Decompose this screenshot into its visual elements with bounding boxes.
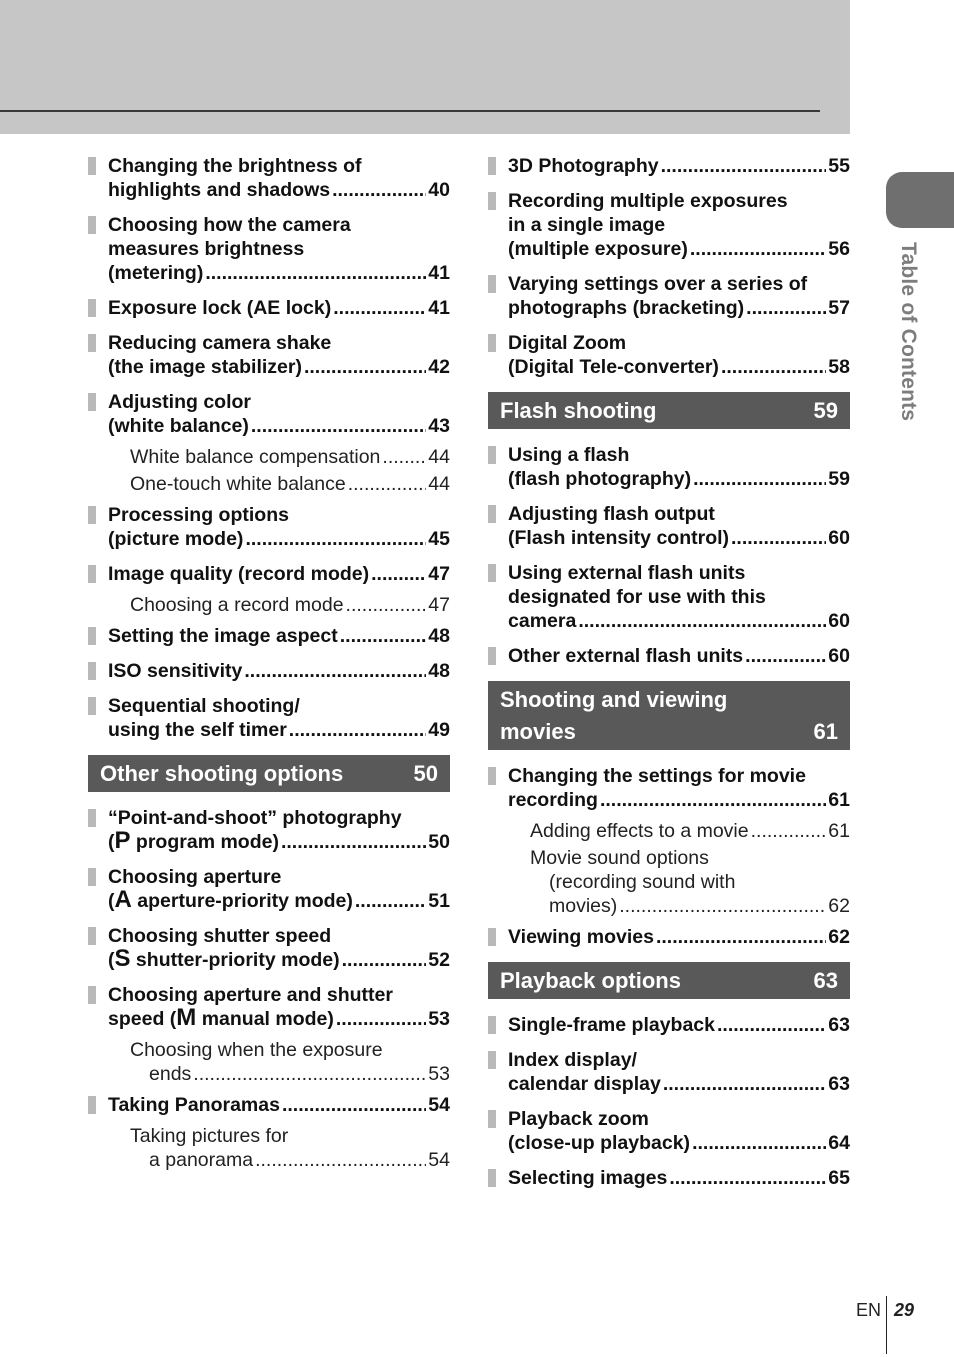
leader-dots (731, 526, 826, 550)
entry-title: Choosing shutter speed (108, 925, 332, 947)
toc-entry[interactable] (488, 1166, 850, 1190)
entry-title: recording (508, 789, 598, 811)
leader-dots (382, 445, 426, 469)
entry-title: Playback zoom (508, 1108, 649, 1130)
footer-language: EN (856, 1300, 882, 1320)
page-number: 63 (828, 1073, 850, 1095)
page-number: 45 (428, 528, 450, 550)
entry-title: measures brightness (108, 238, 305, 260)
leader-dots (371, 562, 426, 586)
leader-dots (751, 819, 827, 843)
toc-subentry[interactable] (488, 846, 850, 918)
page-number: 59 (828, 468, 850, 490)
page-number: 47 (428, 563, 450, 585)
leader-dots (281, 830, 426, 854)
page-number: 61 (828, 789, 850, 811)
page-number: 44 (428, 473, 450, 495)
manual-mode-icon: M (176, 1004, 197, 1031)
page-number: 49 (428, 719, 450, 741)
entry-title: Changing the settings for movie (508, 765, 806, 787)
toc-entry[interactable] (88, 694, 450, 742)
toc-entry[interactable]: “Point-and-shoot” photography (P program mode) ..... 50 (88, 806, 450, 854)
toc-subentry[interactable] (88, 1038, 450, 1086)
page-number: 48 (428, 660, 450, 682)
subentry-title: movies) (549, 895, 618, 917)
section-page-number: 61 (813, 719, 838, 744)
subentry-title: Choosing when the exposure (130, 1039, 383, 1061)
side-tab[interactable] (886, 172, 954, 228)
toc-entry[interactable] (88, 213, 450, 285)
program-mode-icon: P (114, 827, 131, 854)
toc-entry[interactable] (488, 189, 850, 261)
subentry-title: Choosing a record mode (130, 594, 344, 616)
subentry-title: (recording sound with (549, 871, 736, 893)
toc-entry[interactable] (88, 1093, 450, 1117)
leader-dots (336, 1007, 426, 1031)
header-rule (0, 110, 820, 112)
toc-entry[interactable] (88, 331, 450, 379)
toc-entry[interactable] (488, 1107, 850, 1155)
entry-title: Image quality (record mode) (108, 563, 370, 585)
page-number: 54 (428, 1149, 450, 1171)
toc-entry[interactable] (488, 925, 850, 949)
page-number: 54 (428, 1094, 450, 1116)
leader-dots (669, 1166, 826, 1190)
page-number: 41 (428, 262, 450, 284)
leader-dots (282, 1093, 426, 1117)
entry-title: (white balance) (108, 415, 249, 437)
entry-title: Choosing how the camera (108, 214, 351, 236)
leader-dots (692, 1131, 826, 1155)
page-number: 56 (828, 238, 850, 260)
leader-dots (717, 1013, 826, 1037)
leader-dots (289, 718, 427, 742)
leader-dots (332, 178, 426, 202)
toc-entry[interactable] (88, 562, 450, 586)
entry-title: Using external flash units (508, 562, 746, 584)
subentry-title: a panorama (149, 1149, 254, 1171)
entry-title: (flash photography) (508, 468, 692, 490)
section-header-other-shooting-options[interactable] (88, 755, 450, 792)
toc-column-left (88, 154, 450, 1179)
page-number: 64 (828, 1132, 850, 1154)
page-number: 50 (428, 831, 450, 853)
leader-dots (251, 414, 426, 438)
entry-title: “Point-and-shoot” photography (108, 807, 402, 829)
toc-entry[interactable] (488, 502, 850, 550)
toc-entry[interactable] (88, 296, 450, 320)
entry-title: using the self timer (108, 719, 287, 741)
leader-dots (600, 788, 826, 812)
page-number: 60 (828, 645, 850, 667)
header-band (0, 0, 850, 134)
subentry-title: Movie sound options (530, 847, 709, 869)
toc-entry[interactable] (488, 331, 850, 379)
section-title (500, 684, 727, 750)
entry-title: Reducing camera shake (108, 332, 332, 354)
leader-dots (355, 889, 426, 913)
entry-title: highlights and shadows (108, 179, 331, 201)
section-page-number: 59 (813, 397, 838, 423)
section-header-flash-shooting[interactable] (488, 392, 850, 429)
page-number: 48 (428, 625, 450, 647)
toc-subentry[interactable] (88, 1124, 450, 1172)
page-number: 53 (428, 1008, 450, 1030)
toc-subentry[interactable] (88, 445, 450, 469)
toc-entry[interactable] (488, 764, 850, 812)
section-header-playback-options[interactable] (488, 962, 850, 999)
aperture-priority-icon: A (114, 886, 132, 913)
page-number: 40 (428, 179, 450, 201)
toc-entry[interactable] (88, 624, 450, 648)
entry-title: Other external flash units (508, 645, 744, 667)
leader-dots (690, 237, 826, 261)
leader-dots (244, 659, 426, 683)
leader-dots (721, 355, 826, 379)
page-number: 55 (828, 155, 850, 177)
entry-title: Recording multiple exposures (508, 190, 788, 212)
subentry-title: Adding effects to a movie (530, 820, 749, 842)
entry-title: Single-frame playback (508, 1014, 715, 1036)
page-number: 62 (828, 895, 850, 917)
leader-dots (661, 154, 827, 178)
entry-title: (Digital Tele-converter) (508, 356, 719, 378)
toc-entry[interactable] (488, 561, 850, 633)
section-page-number: 50 (413, 760, 438, 786)
section-title-line: movies (500, 719, 576, 744)
page-number: 52 (428, 949, 450, 971)
toc-column-right (488, 154, 850, 1201)
entry-title: photographs (bracketing) (508, 297, 745, 319)
toc-entry[interactable] (88, 983, 450, 1031)
section-page-number: 63 (813, 967, 838, 993)
page-number: 47 (428, 594, 450, 616)
toc-entry[interactable] (488, 1048, 850, 1096)
entry-title: Varying settings over a series of (508, 273, 808, 295)
leader-dots (340, 624, 427, 648)
toc-entry[interactable] (88, 659, 450, 683)
toc-subentry[interactable] (88, 472, 450, 496)
entry-title: Adjusting flash output (508, 503, 715, 525)
footer-divider (886, 1296, 887, 1354)
toc-entry[interactable] (488, 1013, 850, 1037)
entry-title: Changing the brightness of (108, 155, 362, 177)
leader-dots (619, 894, 826, 918)
footer-page-number: 29 (894, 1300, 915, 1320)
entry-title: in a single image (508, 214, 666, 236)
page-number: 60 (828, 610, 850, 632)
page-number: 63 (828, 1014, 850, 1036)
entry-title: manual mode) (196, 1008, 334, 1030)
leader-dots (304, 355, 426, 379)
entry-title: Using a flash (508, 444, 630, 466)
toc-subentry[interactable] (88, 593, 450, 617)
leader-dots (746, 296, 826, 320)
entry-title: Selecting images (508, 1167, 668, 1189)
entry-title: Choosing aperture and shutter (108, 984, 393, 1006)
toc-entry[interactable]: Choosing aperture (A aperture-priority mode) ..... 51 (88, 865, 450, 913)
side-tab-label: Table of Contents (897, 242, 920, 422)
entry-title: (multiple exposure) (508, 238, 688, 260)
entry-title: Adjusting color (108, 391, 251, 413)
entry-title: calendar display (508, 1073, 661, 1095)
leader-dots (333, 296, 426, 320)
entry-title: shutter-priority mode) (130, 949, 340, 971)
entry-title: Viewing movies (508, 926, 654, 948)
leader-dots (745, 644, 826, 668)
entry-title: 3D Photography (508, 155, 659, 177)
toc-entry[interactable]: Choosing shutter speed (S shutter-priority mode) ..... 52 (88, 924, 450, 972)
leader-dots (205, 261, 426, 285)
entry-title: program mode) (130, 831, 279, 853)
page-number: 58 (828, 356, 850, 378)
section-header-shooting-and-viewing-movies[interactable] (488, 681, 850, 750)
entry-title: Exposure lock (AE lock) (108, 297, 332, 319)
page-number: 60 (828, 527, 850, 549)
leader-dots (193, 1062, 426, 1086)
section-title: Other shooting options (100, 760, 344, 786)
leader-dots (346, 593, 427, 617)
entry-title: (picture mode) (108, 528, 244, 550)
leader-dots (348, 472, 427, 496)
leader-dots (342, 948, 427, 972)
entry-title: Taking Panoramas (108, 1094, 280, 1116)
leader-dots (693, 467, 826, 491)
entry-title: (Flash intensity control) (508, 527, 730, 549)
subentry-title: White balance compensation (130, 446, 381, 468)
toc-entry[interactable] (488, 443, 850, 491)
leader-dots (663, 1072, 826, 1096)
page-number: 62 (828, 926, 850, 948)
section-title: Flash shooting (500, 397, 657, 423)
toc-subentry[interactable] (488, 819, 850, 843)
leader-dots (245, 527, 426, 551)
toc-entry[interactable] (488, 154, 850, 178)
entry-title: Setting the image aspect (108, 625, 338, 647)
toc-entry[interactable] (88, 503, 450, 551)
toc-entry[interactable] (488, 644, 850, 668)
page-number: 42 (428, 356, 450, 378)
entry-title: designated for use with this (508, 586, 766, 608)
entry-title: Processing options (108, 504, 289, 526)
page-number: 41 (428, 297, 450, 319)
entry-title: aperture-priority mode) (131, 890, 353, 912)
page-number: 43 (428, 415, 450, 437)
entry-title: Index display/ (508, 1049, 637, 1071)
entry-title: ISO sensitivity (108, 660, 243, 682)
section-title: Playback options (500, 967, 681, 993)
page-number: 61 (828, 820, 850, 842)
page-number: 51 (428, 890, 450, 912)
subentry-title: One-touch white balance (130, 473, 346, 495)
entry-title: Digital Zoom (508, 332, 627, 354)
leader-dots (656, 925, 826, 949)
entry-title: (close-up playback) (508, 1132, 691, 1154)
leader-dots (578, 609, 826, 633)
entry-title: Choosing aperture (108, 866, 282, 888)
toc-entry[interactable] (88, 390, 450, 438)
toc-entry[interactable] (88, 154, 450, 202)
leader-dots (255, 1148, 426, 1172)
toc-entry[interactable] (488, 272, 850, 320)
entry-title: speed ( (108, 1008, 177, 1030)
subentry-title: Taking pictures for (130, 1125, 289, 1147)
entry-title: Sequential shooting/ (108, 695, 300, 717)
page-number: 44 (428, 446, 450, 468)
shutter-priority-icon: S (114, 945, 131, 972)
subentry-title: ends (149, 1063, 192, 1085)
page-number: 65 (828, 1167, 850, 1189)
entry-title: (the image stabilizer) (108, 356, 302, 378)
page-number: 53 (428, 1063, 450, 1085)
page-number: 57 (828, 297, 850, 319)
entry-title: camera (508, 610, 577, 632)
section-title-line: Shooting and viewing (500, 687, 728, 712)
entry-title: (metering) (108, 262, 204, 284)
